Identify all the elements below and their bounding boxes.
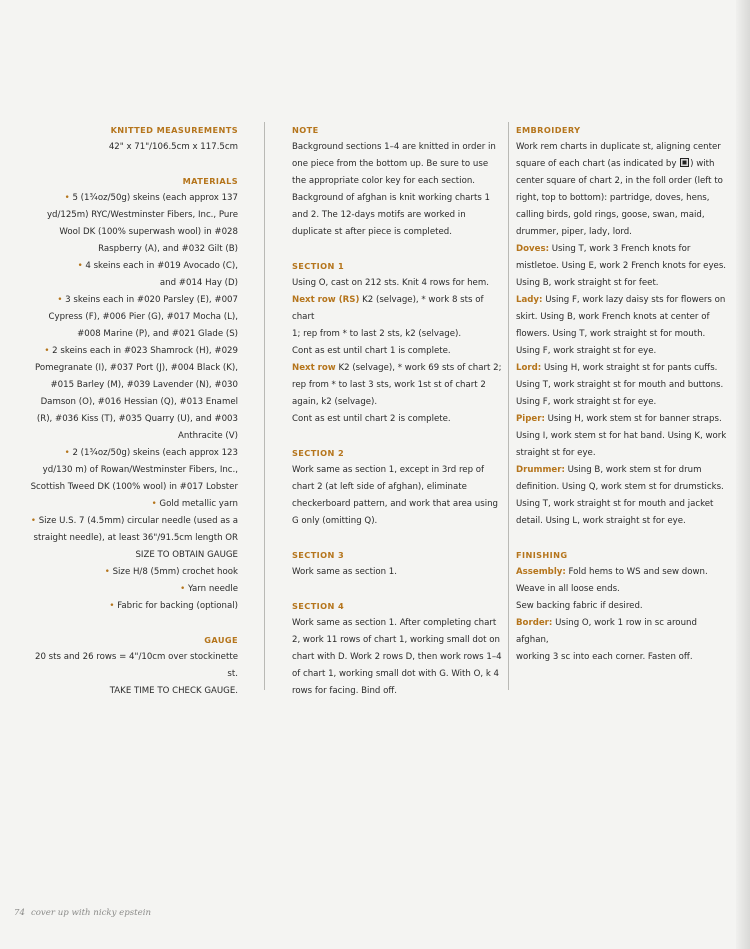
bullet-icon: • <box>180 584 186 594</box>
materials-line: Scottish Tweed DK (100% wool) in #017 Lobster <box>30 482 238 492</box>
materials-line: straight needle), at least 36"/91.5cm length OR <box>33 533 238 543</box>
section1-text: K2 (selvage), * work 8 sts of chart <box>292 295 484 322</box>
materials-text: 3 skeins each in #020 Parsley (E), #007 <box>62 295 238 305</box>
drummer-text: Using B, work stem st for drum <box>564 465 702 475</box>
note-heading: NOTE <box>292 125 319 135</box>
note-line: Background sections 1–4 are knitted in order in <box>292 142 496 152</box>
doves-label: Doves: <box>516 244 550 254</box>
materials-line <box>26 343 238 360</box>
section2-line: chart 2 (at left side of afghan), eliminate <box>292 482 467 492</box>
materials-text: 2 (1¾oz/50g) skeins (each approx 123 <box>69 448 238 458</box>
materials-text: 5 (1¾oz/50g) skeins (each approx 137 <box>69 193 238 203</box>
embroidery-text: square of each chart (as indicated by <box>516 159 680 169</box>
column-divider <box>264 122 265 690</box>
materials-line: (R), #036 Kiss (T), #035 Quarry (U), and #003 <box>36 414 238 424</box>
section1-line <box>292 292 504 326</box>
border-label: Border: <box>516 618 553 628</box>
embroidery-line: drummer, piper, lady, lord. <box>516 227 632 237</box>
drummer-line: definition. Using Q, work stem st for drumsticks. <box>516 482 724 492</box>
lady-line <box>516 292 730 309</box>
section4-line: 2, work 11 rows of chart 1, working small dot on <box>292 635 500 645</box>
lady-line: skirt. Using B, work French knots at center of <box>516 312 710 322</box>
gauge-heading: GAUGE <box>204 635 238 645</box>
materials-list <box>26 190 238 615</box>
embroidery-line <box>516 156 730 173</box>
materials-text: Size H/8 (5mm) crochet hook <box>109 567 238 577</box>
materials-line: #008 Marine (P), and #021 Glade (S) <box>77 329 238 339</box>
section1-heading: SECTION 1 <box>292 261 345 271</box>
embroidery-line: Work rem charts in duplicate st, aligning center <box>516 142 721 152</box>
bullet-icon: • <box>64 193 70 203</box>
materials-line: yd/125m) RYC/Westminster Fibers, Inc., Pure <box>46 210 238 220</box>
assembly-text: Fold hems to WS and sew down. <box>565 567 708 577</box>
section1-text: K2 (selvage), * work 69 sts of chart 2; <box>335 363 502 373</box>
embroidery-line: center square of chart 2, in the foll order (left to <box>516 176 723 186</box>
center-square-icon <box>680 158 689 167</box>
measurements-heading: KNITTED MEASUREMENTS <box>110 125 238 135</box>
embroidery-text: ) with <box>690 159 715 169</box>
materials-text: 4 skeins each in #019 Avocado (C), <box>82 261 238 271</box>
assembly-label: Assembly: <box>516 567 566 577</box>
section3-heading: SECTION 3 <box>292 550 345 560</box>
bullet-icon: • <box>44 346 50 356</box>
border-text: Using O, work 1 row in sc around afghan, <box>516 618 697 645</box>
section2-heading: SECTION 2 <box>292 448 345 458</box>
materials-line <box>26 564 238 581</box>
doves-line: Using B, work straight st for feet. <box>516 278 659 288</box>
right-column <box>516 122 730 666</box>
materials-line: yd/130 m) of Rowan/Westminster Fibers, Inc., <box>42 465 238 475</box>
materials-line <box>26 513 238 530</box>
materials-line: Pomegranate (I), #037 Port (J), #004 Black (K), <box>34 363 238 373</box>
next-row-label: Next row (RS) <box>292 295 360 305</box>
assembly-line <box>516 564 730 581</box>
lord-line: Using T, work straight st for mouth and buttons. <box>516 380 724 390</box>
materials-line <box>26 258 238 275</box>
bullet-icon: • <box>77 261 83 271</box>
doves-line <box>516 241 730 258</box>
note-line: duplicate st after piece is completed. <box>292 227 452 237</box>
lord-line: Using F, work straight st for eye. <box>516 397 657 407</box>
materials-line: SIZE TO OBTAIN GAUGE <box>135 550 238 560</box>
materials-line <box>26 598 238 615</box>
finishing-heading: FINISHING <box>516 550 568 560</box>
section3-line: Work same as section 1. <box>292 567 397 577</box>
drummer-line <box>516 462 730 479</box>
materials-line <box>26 581 238 598</box>
bullet-icon: • <box>57 295 63 305</box>
section4-heading: SECTION 4 <box>292 601 345 611</box>
section1-line: again, k2 (selvage). <box>292 397 378 407</box>
section1-line: rep from * to last 3 sts, work 1st st of chart 2 <box>292 380 486 390</box>
materials-line: Cypress (F), #006 Pier (G), #017 Mocha (L), <box>48 312 238 322</box>
lady-label: Lady: <box>516 295 543 305</box>
assembly-line: Sew backing fabric if desired. <box>516 601 643 611</box>
materials-text: Gold metallic yarn <box>156 499 238 509</box>
materials-line <box>26 496 238 513</box>
lady-line: Using F, work straight st for eye. <box>516 346 657 356</box>
bullet-icon: • <box>64 448 70 458</box>
lord-text: Using H, work straight st for pants cuffs. <box>541 363 718 373</box>
materials-line <box>26 292 238 309</box>
materials-line: and #014 Hay (D) <box>159 278 238 288</box>
lady-line: flowers. Using T, work straight st for mouth. <box>516 329 706 339</box>
section1-line: 1; rep from * to last 2 sts, k2 (selvage). <box>292 329 462 339</box>
page-footer <box>14 908 151 918</box>
materials-line <box>26 190 238 207</box>
section2-line: Work same as section 1, except in 3rd rep of <box>292 465 485 475</box>
lord-line <box>516 360 730 377</box>
piper-line: straight st for eye. <box>516 448 596 458</box>
materials-text: Yarn needle <box>185 584 238 594</box>
embroidery-line: calling birds, gold rings, goose, swan, maid, <box>516 210 705 220</box>
bullet-icon: • <box>104 567 110 577</box>
materials-text: Size U.S. 7 (4.5mm) circular needle (used as a <box>35 516 238 526</box>
section4-line: chart with D. Work 2 rows D, then work rows 1–4 <box>292 652 502 662</box>
drummer-line: Using T, work straight st for mouth and jacket <box>516 499 714 509</box>
section4-line: Work same as section 1. After completing chart <box>292 618 497 628</box>
piper-label: Piper: <box>516 414 545 424</box>
middle-column <box>292 122 504 700</box>
section1-line <box>292 360 504 377</box>
drummer-line: detail. Using L, work straight st for eye. <box>516 516 686 526</box>
materials-line: #015 Barley (M), #039 Lavender (N), #030 <box>50 380 238 390</box>
gauge-line: TAKE TIME TO CHECK GAUGE. <box>109 686 238 696</box>
doves-text: Using T, work 3 French knots for <box>549 244 691 254</box>
section1-line: Cont as est until chart 2 is complete. <box>292 414 451 424</box>
lord-label: Lord: <box>516 363 542 373</box>
materials-line: Anthracite (V) <box>177 431 238 441</box>
section2-line: checkerboard pattern, and work that area using <box>292 499 498 509</box>
drummer-label: Drummer: <box>516 465 565 475</box>
bullet-icon: • <box>109 601 115 611</box>
note-line: Background of afghan is knit working charts 1 <box>292 193 490 203</box>
section4-line: rows for facing. Bind off. <box>292 686 397 696</box>
doves-line: mistletoe. Using E, work 2 French knots for eyes. <box>516 261 727 271</box>
section1-line: Cont as est until chart 1 is complete. <box>292 346 451 356</box>
border-line: working 3 sc into each corner. Fasten off. <box>516 652 693 662</box>
note-line: one piece from the bottom up. Be sure to use <box>292 159 489 169</box>
left-column <box>26 122 238 700</box>
next-row-label: Next row <box>292 363 336 373</box>
bullet-icon: • <box>30 516 36 526</box>
materials-text: Fabric for backing (optional) <box>114 601 238 611</box>
materials-line: Raspberry (A), and #032 Gilt (B) <box>98 244 238 254</box>
materials-line: Wool DK (100% superwash wool) in #028 <box>59 227 238 237</box>
section1-line: Using O, cast on 212 sts. Knit 4 rows for hem. <box>292 278 489 288</box>
measurements-value: 42" x 71"/106.5cm x 117.5cm <box>108 142 238 152</box>
materials-line <box>26 445 238 462</box>
note-line: the appropriate color key for each section. <box>292 176 475 186</box>
lady-text: Using F, work lazy daisy sts for flowers on <box>542 295 726 305</box>
gauge-line: 20 sts and 26 rows = 4"/10cm over stockinette st. <box>35 652 238 679</box>
embroidery-line: right, top to bottom): partridge, doves, hens, <box>516 193 710 203</box>
section4-line: of chart 1, working small dot with G. With O, k 4 <box>292 669 500 679</box>
border-line <box>516 615 730 649</box>
section2-line: G only (omitting Q). <box>292 516 378 526</box>
note-line: and 2. The 12-days motifs are worked in <box>292 210 466 220</box>
piper-text: Using H, work stem st for banner straps. <box>544 414 722 424</box>
materials-line: Damson (O), #016 Hessian (Q), #013 Enamel <box>40 397 238 407</box>
bullet-icon: • <box>151 499 157 509</box>
page-edge <box>736 0 750 949</box>
materials-text: 2 skeins each in #023 Shamrock (H), #029 <box>49 346 238 356</box>
embroidery-heading: EMBROIDERY <box>516 125 581 135</box>
assembly-line: Weave in all loose ends. <box>516 584 620 594</box>
page-number: 74 <box>14 908 25 918</box>
piper-line: Using I, work stem st for hat band. Using K, work <box>516 431 727 441</box>
piper-line <box>516 411 730 428</box>
materials-heading: MATERIALS <box>182 176 238 186</box>
column-divider <box>508 122 509 690</box>
footer-text: cover up with nicky epstein <box>30 908 152 918</box>
